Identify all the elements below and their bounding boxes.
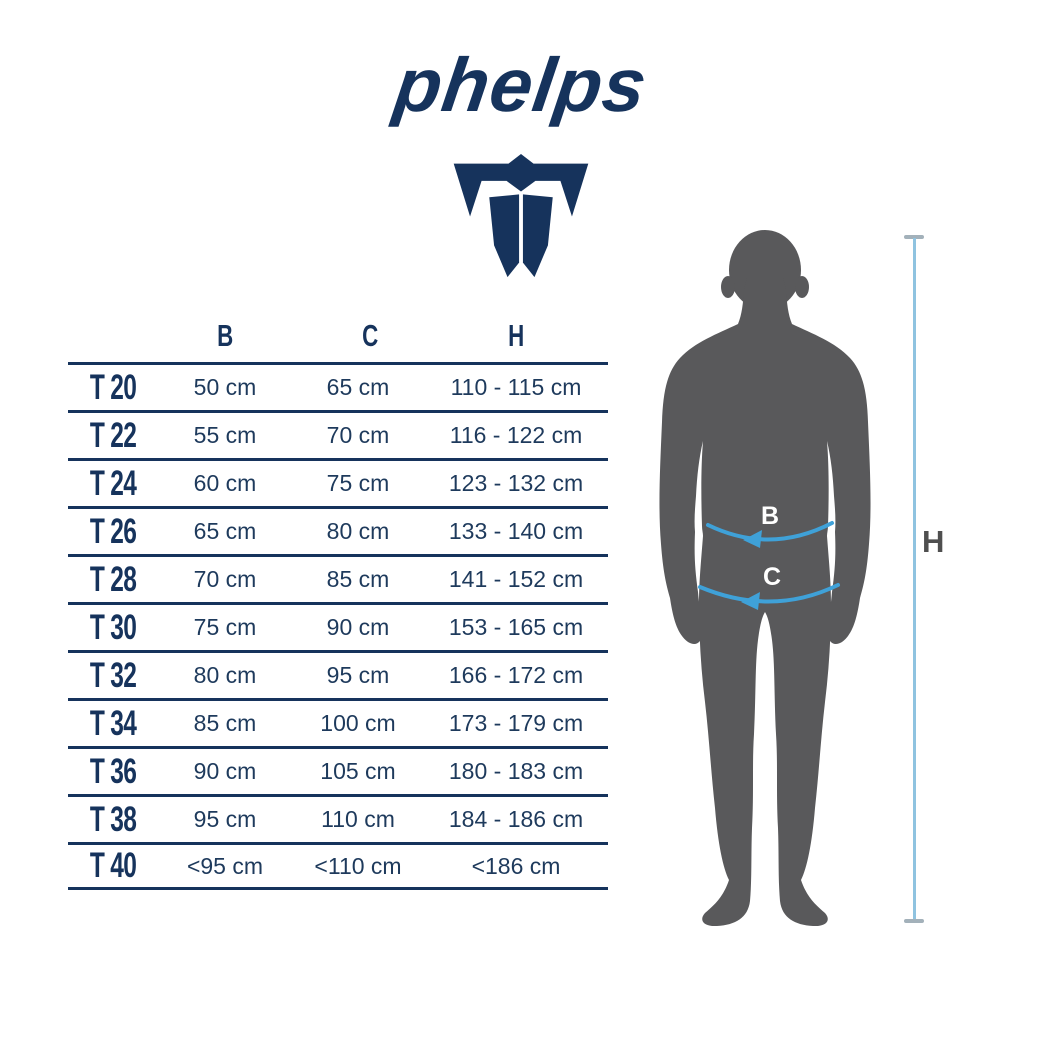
size-cell: T 22 [89,415,137,455]
b-value: 70 cm [193,566,257,592]
h-value: 141 - 152 cm [448,566,584,592]
c-value: 105 cm [320,758,396,784]
right-ear [795,276,809,298]
hip-label-c: C [762,563,782,591]
table-row [68,794,608,842]
b-value: 75 cm [193,614,257,640]
height-line-cap-bottom [904,919,924,923]
h-value: 123 - 132 cm [448,470,584,496]
h-value: 153 - 165 cm [448,614,584,640]
size-cell: T 36 [89,751,137,791]
c-value: 85 cm [326,566,390,592]
height-label-h: H [922,524,945,559]
size-cell: T 30 [89,607,137,647]
c-value: 90 cm [326,614,390,640]
table-row [68,362,608,410]
b-value: 95 cm [193,806,257,832]
b-value: 65 cm [193,518,257,544]
size-cell: T 28 [89,559,137,599]
table-row [68,410,608,458]
column-header-h: H [507,318,525,353]
table-row [68,746,608,794]
height-measure-line [913,238,916,922]
waist-label-b: B [760,502,780,530]
table-row [68,602,608,650]
h-value: 180 - 183 cm [448,758,584,784]
b-value: 55 cm [193,422,257,448]
c-value: 100 cm [320,710,396,736]
size-cell: T 20 [89,367,137,407]
brand-wordmark: phelps [389,43,653,128]
c-value: 80 cm [326,518,390,544]
c-value: 75 cm [326,470,390,496]
phelps-trident-icon [446,147,596,286]
b-value: <95 cm [186,852,264,879]
size-cell: T 34 [89,703,137,743]
table-row [68,650,608,698]
c-value: 95 cm [326,662,390,688]
table-row [68,842,608,890]
body-silhouette [655,226,875,926]
c-value: 70 cm [326,422,390,448]
table-row [68,458,608,506]
h-value: 184 - 186 cm [448,806,584,832]
column-header-b: B [216,318,234,353]
size-cell: T 32 [89,655,137,695]
size-cell: T 26 [89,511,137,551]
c-value: 65 cm [326,374,390,400]
table-row [68,554,608,602]
left-ear [721,276,735,298]
c-value: 110 cm [321,806,395,832]
table-row [68,506,608,554]
column-header-size [68,354,158,362]
b-value: 80 cm [193,662,257,688]
h-value: 116 - 122 cm [449,422,583,448]
table-header-row [68,306,608,362]
b-value: 60 cm [193,470,257,496]
size-table [68,306,608,890]
h-value: 133 - 140 cm [448,518,584,544]
size-cell: T 38 [89,799,137,839]
h-value: 166 - 172 cm [448,662,584,688]
b-value: 50 cm [193,374,257,400]
h-value: <186 cm [471,852,561,879]
h-value: 110 - 115 cm [450,374,582,400]
b-value: 85 cm [193,710,257,736]
column-header-c: C [361,318,379,353]
size-cell: T 24 [89,463,137,503]
size-cell: T 40 [89,846,137,885]
c-value: <110 cm [314,852,402,879]
h-value: 173 - 179 cm [448,710,584,736]
b-value: 90 cm [193,758,257,784]
table-row [68,698,608,746]
